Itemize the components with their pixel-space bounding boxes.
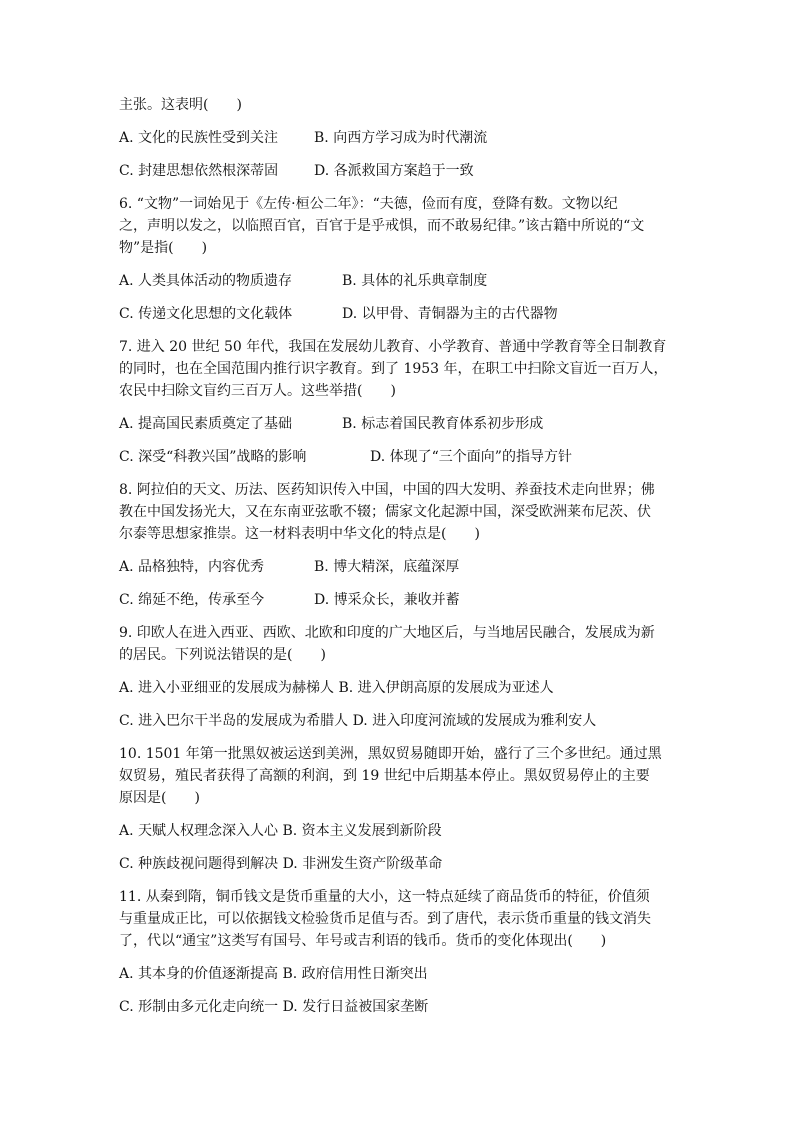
q5-option-a[interactable]: A. 文化的民族性受到关注: [119, 130, 279, 146]
question-10-line-1: 10. 1501 年第一批黑奴被运送到美洲，黑奴贸易随即开始，盛行了三个多世纪。通过黑: [119, 746, 662, 762]
question-6: [119, 193, 679, 259]
q8-option-b[interactable]: B. 博大精深，底蕴深厚: [314, 559, 460, 575]
q6-option-d[interactable]: D. 以甲骨、青铜器为主的古代器物: [342, 306, 558, 322]
q8-option-c[interactable]: C. 绵延不绝，传承至今: [119, 592, 265, 608]
q5-option-c[interactable]: C. 封建思想依然根深蒂固: [119, 163, 279, 179]
q9-options-row-1: [119, 677, 679, 699]
question-8-line-2: 教在中国发扬光大，又在东南亚弦歌不辍；儒家文化起源中国，深受欧洲莱布尼茨、伏: [119, 504, 651, 520]
question-7: [119, 336, 679, 402]
q5-options-row-2: [119, 160, 679, 182]
question-11-line-1: 11. 从秦到隋，铜币钱文是货币重量的大小，这一特点延续了商品货币的特征，价值须: [119, 889, 650, 905]
q6-options-row-2: [119, 303, 679, 325]
question-9: [119, 622, 679, 666]
question-10-line-2: 奴贸易，殖民者获得了高额的利润，到 19 世纪中后期基本停止。黑奴贸易停止的主要: [119, 768, 650, 784]
question-11: [119, 886, 679, 952]
q7-options-row-1: [119, 413, 679, 435]
question-8-line-3: 尔泰等思想家推崇。这一材料表明中华文化的特点是( ): [119, 526, 480, 542]
q7-option-a[interactable]: A. 提高国民素质奠定了基础: [119, 416, 293, 432]
question-6-line-1: 6. “文物”一词始见于《左传·桓公二年》：“夫德，俭而有度，登降有数。文物以纪: [119, 196, 618, 212]
q7-option-c[interactable]: C. 深受“科教兴国”战略的影响: [119, 449, 307, 465]
q10-options-ab[interactable]: A. 天赋人权理念深入人心 B. 资本主义发展到新阶段: [119, 823, 442, 839]
question-list: [119, 94, 679, 1029]
q5-options-row-1: [119, 127, 679, 149]
question-7-line-2: 的同时，也在全国范围内推行识字教育。到了 1953 年，在职工中扫除文盲近一百万人，: [119, 361, 668, 377]
question-6-line-3: 物”是指( ): [119, 240, 208, 256]
q5-option-b[interactable]: B. 向西方学习成为时代潮流: [314, 130, 488, 146]
question-9-line-2: 的居民。下列说法错误的是( ): [119, 647, 326, 663]
q7-options-row-2: [119, 446, 679, 468]
q8-option-a[interactable]: A. 品格独特，内容优秀: [119, 559, 265, 575]
q8-options-row-1: [119, 556, 679, 578]
q11-options-cd[interactable]: C. 形制由多元化走向统一 D. 发行日益被国家垄断: [119, 999, 429, 1015]
q7-option-b[interactable]: B. 标志着国民教育体系初步形成: [342, 416, 544, 432]
q6-option-c[interactable]: C. 传递文化思想的文化载体: [119, 306, 293, 322]
q6-option-b[interactable]: B. 具体的礼乐典章制度: [342, 273, 488, 289]
q6-options-row-1: [119, 270, 679, 292]
q10-options-row-2: [119, 853, 679, 875]
question-11-line-3: 了，代以“通宝”这类写有国号、年号或吉利语的钱币。货币的变化体现出( ): [119, 933, 607, 949]
q10-options-row-1: [119, 820, 679, 842]
question-10-line-3: 原因是( ): [119, 790, 200, 806]
q8-options-row-2: [119, 589, 679, 611]
q9-options-cd[interactable]: C. 进入巴尔干半岛的发展成为希腊人 D. 进入印度河流域的发展成为雅利安人: [119, 713, 597, 729]
q8-option-d[interactable]: D. 博采众长，兼收并蓄: [314, 592, 460, 608]
question-8-line-1: 8. 阿拉伯的天文、历法、医药知识传入中国，中国的四大发明、养蚕技术走向世界；佛: [119, 482, 655, 498]
q10-options-cd[interactable]: C. 种族歧视问题得到解决 D. 非洲发生资产阶级革命: [119, 856, 443, 872]
question-7-line-1: 7. 进入 20 世纪 50 年代，我国在发展幼儿教育、小学教育、普通中学教育等全日制教育: [119, 339, 667, 355]
question-9-line-1: 9. 印欧人在进入西亚、西欧、北欧和印度的广大地区后，与当地居民融合，发展成为新: [119, 625, 655, 641]
question-6-line-2: 之，声明以发之，以临照百官，百官于是乎戒惧，而不敢易纪律。”该古籍中所说的“文: [119, 218, 645, 234]
q9-options-row-2: [119, 710, 679, 732]
question-7-line-3: 农民中扫除文盲约三百万人。这些举措( ): [119, 383, 396, 399]
q11-options-row-2: [119, 996, 679, 1018]
q5-option-d[interactable]: D. 各派救国方案趋于一致: [314, 163, 474, 179]
question-10: [119, 743, 679, 809]
q11-options-ab[interactable]: A. 其本身的价值逐渐提高 B. 政府信用性日渐突出: [119, 966, 428, 982]
q11-options-row-1: [119, 963, 679, 985]
question-5-tail: 主张。这表明( ): [119, 97, 242, 113]
q7-option-d[interactable]: D. 体现了“三个面向”的指导方针: [370, 449, 572, 465]
question-8: [119, 479, 679, 545]
question-5: [119, 94, 679, 116]
q9-options-ab[interactable]: A. 进入小亚细亚的发展成为赫梯人 B. 进入伊朗高原的发展成为亚述人: [119, 680, 554, 696]
question-11-line-2: 与重量成正比，可以依据钱文检验货币足值与否。到了唐代，表示货币重量的钱文消失: [119, 911, 651, 927]
q6-option-a[interactable]: A. 人类具体活动的物质遗存: [119, 273, 293, 289]
